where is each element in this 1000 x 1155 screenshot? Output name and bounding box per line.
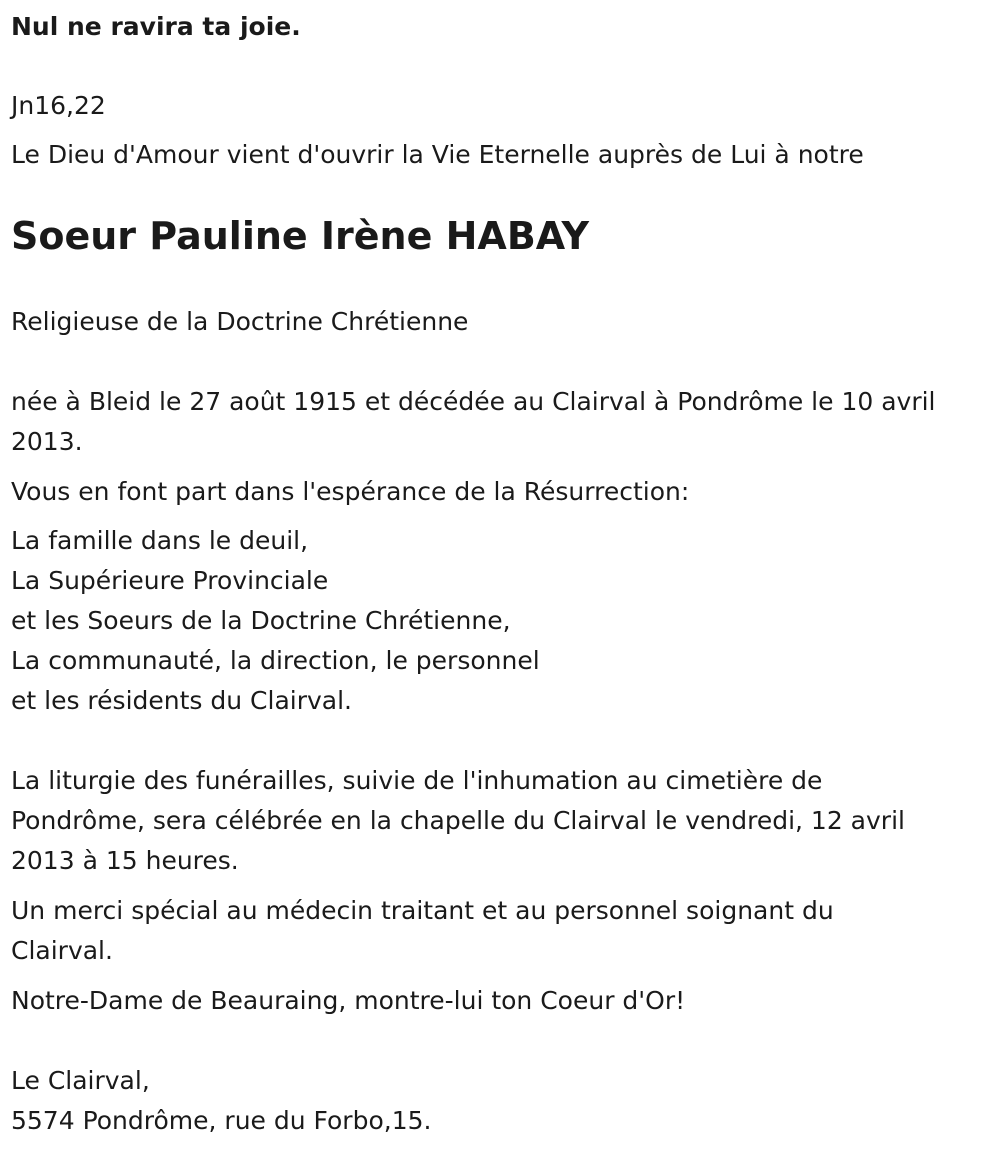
address-block [11,1061,431,1141]
address-line: Le Clairval, [11,1066,150,1095]
announcement-text: Vous en font part dans l'espérance de la Résurrection: [11,477,690,506]
birth-death-paragraph [11,382,986,462]
liturgy-line: 2013 à 15 heures. [11,846,239,875]
liturgy-paragraph [11,761,986,881]
liturgy-line: La liturgie des funérailles, suivie de l'inhumation au cimetière de [11,766,823,795]
family-line: La communauté, la direction, le personnel [11,646,540,675]
deceased-name: Soeur Pauline Irène HABAY [11,214,590,258]
family-line: La Supérieure Provinciale [11,566,329,595]
intro-text: Le Dieu d'Amour vient d'ouvrir la Vie Eternelle auprès de Lui à notre [11,140,864,169]
address-line: 5574 Pondrôme, rue du Forbo,15. [11,1106,432,1135]
family-line: et les résidents du Clairval. [11,686,352,715]
motto: Nul ne ravira ta joie. [11,12,301,41]
religious-role: Religieuse de la Doctrine Chrétienne [11,307,469,336]
thanks-line: Clairval. [11,936,113,965]
family-list [11,521,540,721]
birth-death-line: née à Bleid le 27 août 1915 et décédée au Clairval à Pondrôme le 10 avril [11,387,936,416]
prayer-text: Notre-Dame de Beauraing, montre-lui ton Coeur d'Or! [11,986,686,1015]
family-line: La famille dans le deuil, [11,526,309,555]
verse-reference: Jn16,22 [11,91,106,120]
family-line: et les Soeurs de la Doctrine Chrétienne, [11,606,511,635]
birth-death-line: 2013. [11,427,83,456]
thanks-line: Un merci spécial au médecin traitant et au personnel soignant du [11,896,834,925]
thanks-paragraph [11,891,986,971]
liturgy-line: Pondrôme, sera célébrée en la chapelle du Clairval le vendredi, 12 avril [11,806,905,835]
